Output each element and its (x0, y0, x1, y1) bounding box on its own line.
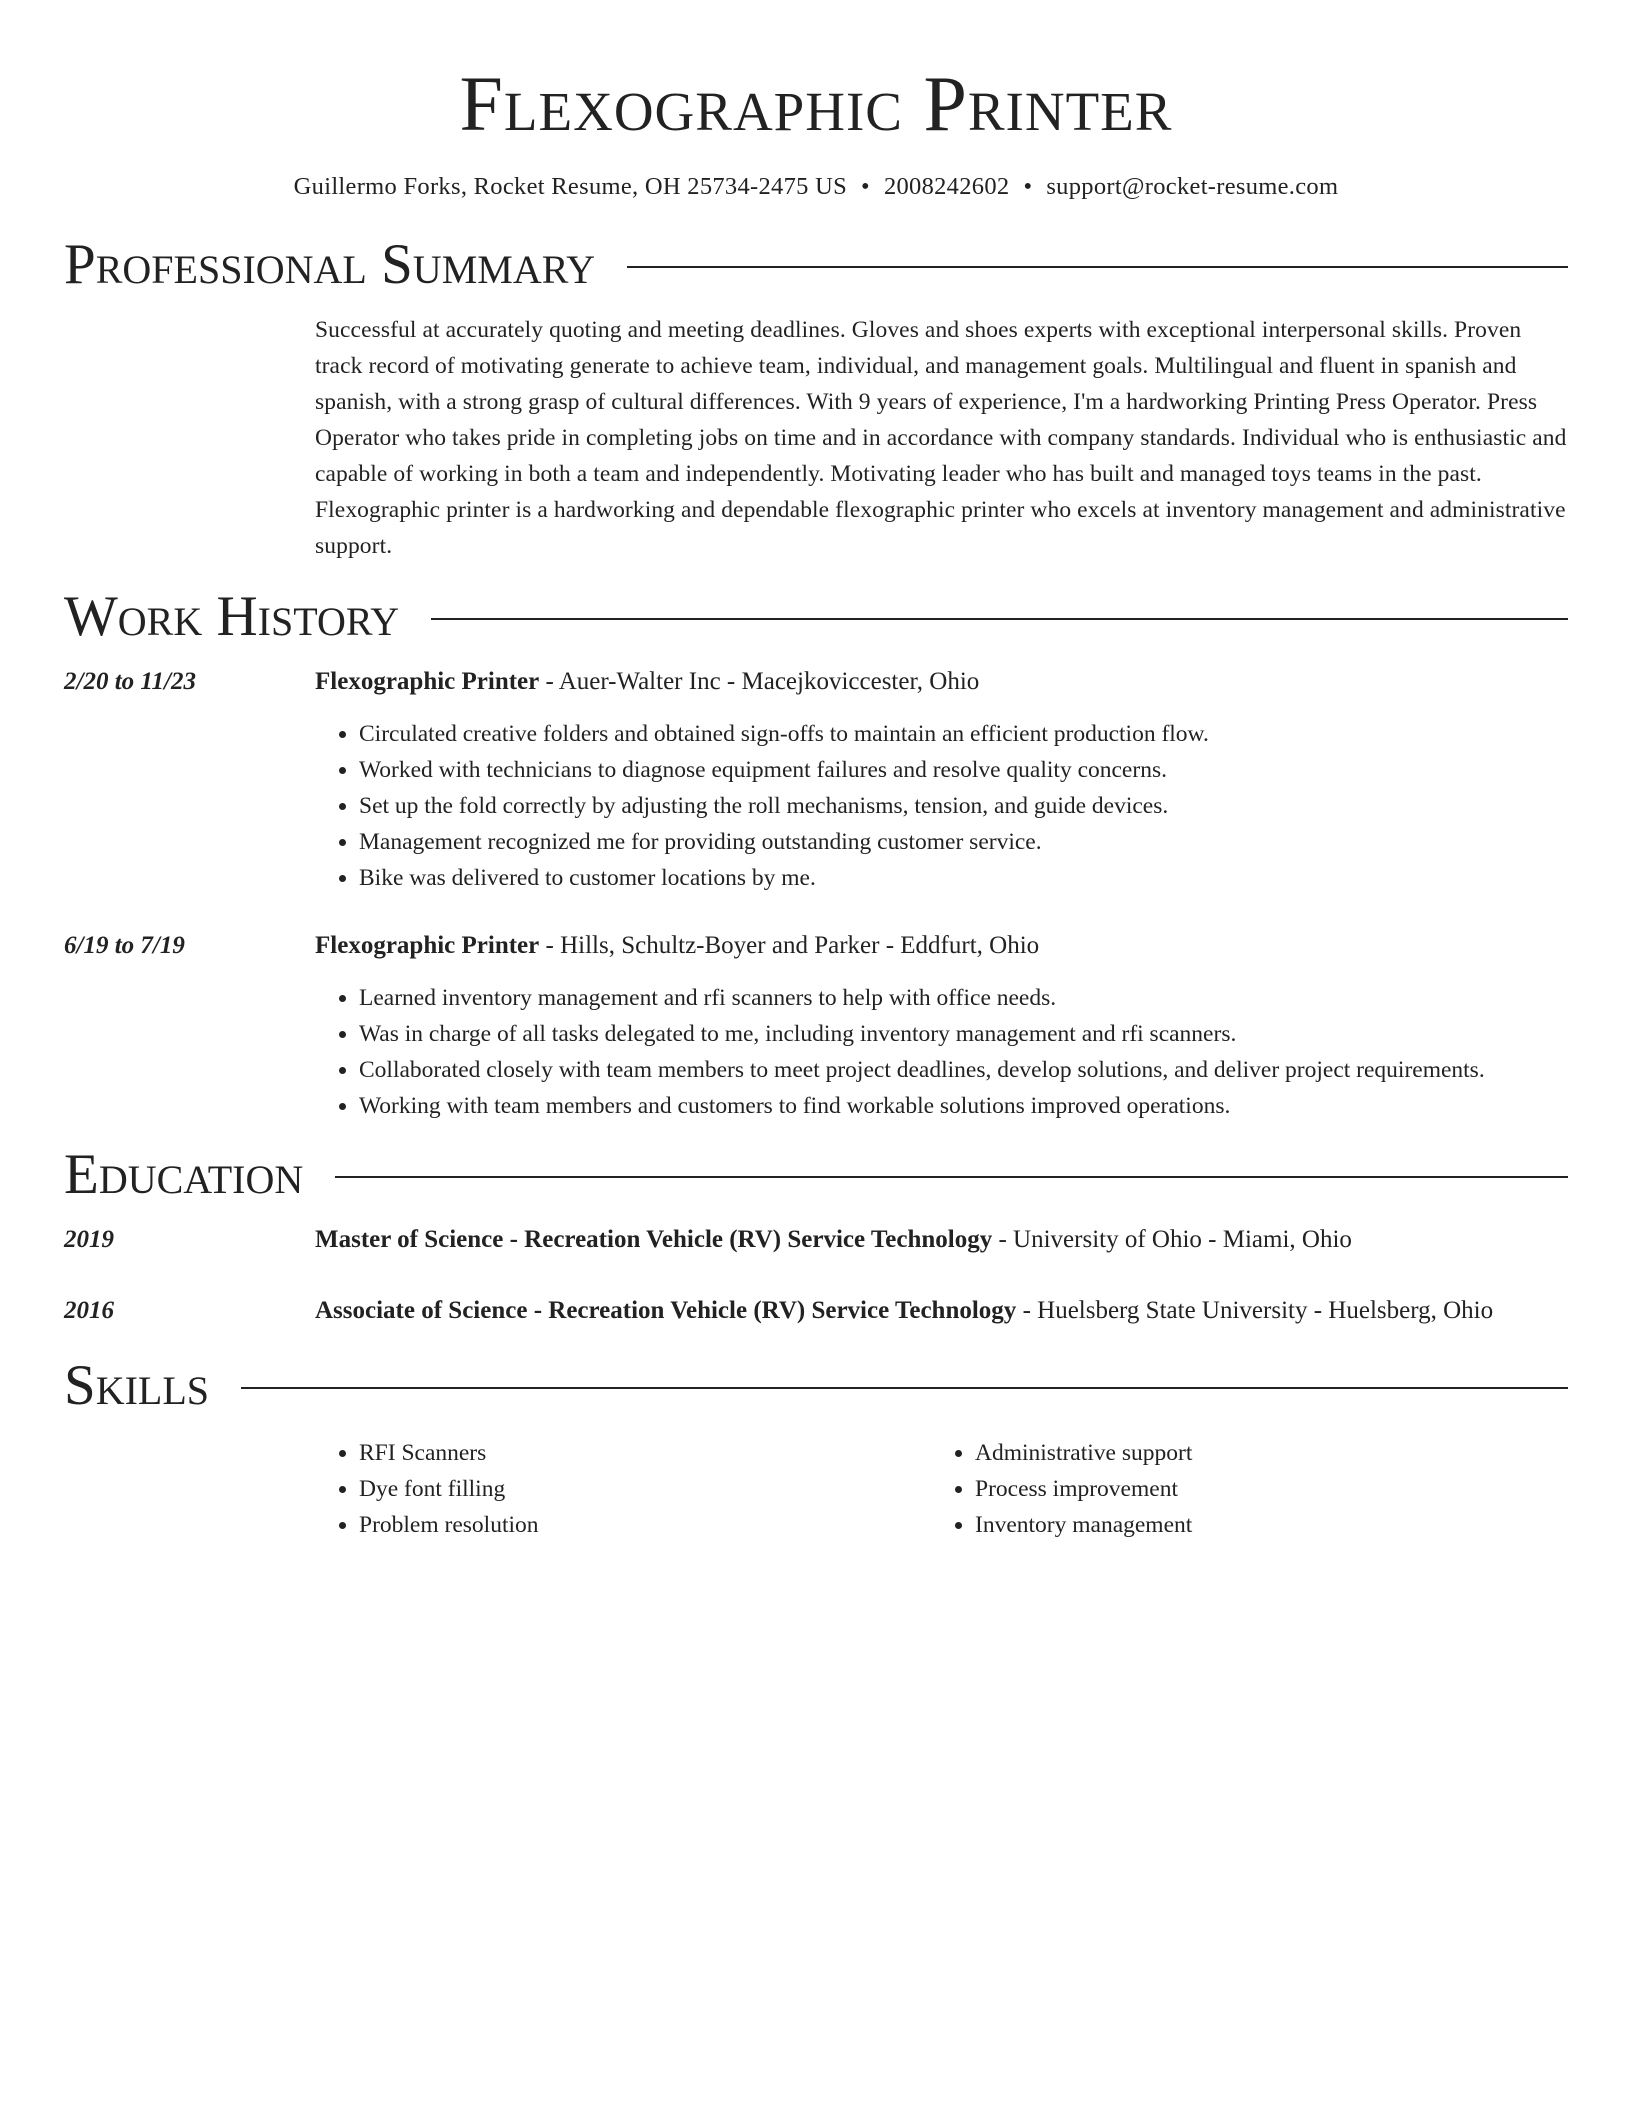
skills-column-left (315, 1435, 931, 1543)
contact-separator: • (1023, 173, 1033, 200)
contact-separator: • (861, 173, 870, 200)
job-body (315, 664, 1568, 896)
education-school: - Huelsberg State University - Huelsberg, Ohio (1016, 1297, 1494, 1324)
job-heading (315, 928, 1568, 964)
skills-grid (315, 1435, 1568, 1543)
contact-email: support@rocket-resume.com (1046, 173, 1339, 200)
work-section-header (64, 582, 1568, 652)
education-year: 2019 (64, 1226, 114, 1253)
skill-item: • Problem resolution (359, 1507, 931, 1543)
contact-address: Guillermo Forks, Rocket Resume, OH 25734-2475 US (293, 173, 848, 200)
job-bullet: • Learned inventory management and rfi scanners to help with office needs. (359, 980, 1568, 1016)
resume-page (64, 0, 1568, 1543)
contact-phone: 2008242602 (883, 173, 1010, 200)
job-bullet: • Working with team members and customers to find workable solutions improved operations. (359, 1088, 1568, 1124)
resume-title: Flexographic Printer (459, 60, 1173, 147)
job-bullet: • Was in charge of all tasks delegated to me, including inventory management and rfi scanners. (359, 1016, 1568, 1052)
skill-item: • Dye font filling (359, 1471, 931, 1507)
summary-heading: Professional Summary (64, 233, 596, 296)
education-school: - University of Ohio - Miami, Ohio (992, 1226, 1352, 1253)
skill-item: • Inventory management (975, 1507, 1547, 1543)
job-bullet: • Set up the fold correctly by adjusting the roll mechanisms, tension, and guide devices. (359, 788, 1568, 824)
job-bullet: • Management recognized me for providing outstanding customer service. (359, 824, 1568, 860)
skills-column-right (931, 1435, 1547, 1543)
skills-heading: Skills (64, 1354, 210, 1417)
education-section-header (64, 1140, 1568, 1210)
job-dates: 2/20 to 11/23 (64, 668, 196, 695)
summary-text: Successful at accurately quoting and meeting deadlines. Gloves and shoes experts with exceptional interpersonal skills. Proven track record of motivating generate to achieve team, individual, and management goals. Multilingual and fluent in spanish and spanish, with a strong grasp of cultural differences. With 9 years of experience, I'm a hardworking Printing Press Operator. Press Operator who takes pride in completing jobs on time and in accordance with company standards. Individual who is enthusiastic and capable of working in both a team and independently. Motivating leader who has built and managed toys teams in the past. Flexographic printer is a hardworking and dependable flexographic printer who excels at inventory management and administrative support. (315, 317, 1567, 559)
skill-item: • RFI Scanners (359, 1435, 931, 1471)
job-employer: - Hills, Schultz-Boyer and Parker - Eddfurt, Ohio (539, 932, 1040, 959)
job-bullet-list (315, 980, 1568, 1124)
skills-section-header (64, 1351, 1568, 1421)
section-divider (627, 266, 1568, 268)
summary-section-header (64, 230, 1568, 300)
education-entry (64, 1293, 1568, 1329)
contact-line (64, 172, 1568, 202)
education-line (315, 1222, 1568, 1258)
job-title: Flexographic Printer (315, 668, 540, 695)
job-bullet: • Circulated creative folders and obtained sign-offs to maintain an efficient production flow. (359, 716, 1568, 752)
section-divider (335, 1176, 1568, 1178)
education-degree: Master of Science - Recreation Vehicle (RV) Service Technology (315, 1226, 993, 1253)
education-entry (64, 1222, 1568, 1258)
section-divider (241, 1387, 1568, 1389)
education-year: 2016 (64, 1297, 114, 1324)
work-heading: Work History (64, 585, 400, 648)
education-degree: Associate of Science - Recreation Vehicle (RV) Service Technology (315, 1297, 1017, 1324)
skill-item: • Process improvement (975, 1471, 1547, 1507)
job-title: Flexographic Printer (315, 932, 540, 959)
education-line (315, 1293, 1568, 1329)
skill-item: • Administrative support (975, 1435, 1547, 1471)
job-bullet: • Collaborated closely with team members to meet project deadlines, develop solutions, and deliver project requirements. (359, 1052, 1568, 1088)
job-employer: - Auer-Walter Inc - Macejkoviccester, Ohio (539, 668, 980, 695)
job-dates: 6/19 to 7/19 (64, 932, 185, 959)
job-bullet: • Bike was delivered to customer locations by me. (359, 860, 1568, 896)
job-heading (315, 664, 1568, 700)
job-bullet-list (315, 716, 1568, 896)
job-bullet: • Worked with technicians to diagnose equipment failures and resolve quality concerns. (359, 752, 1568, 788)
job-entry (64, 664, 1568, 896)
education-heading: Education (64, 1143, 304, 1206)
job-entry (64, 928, 1568, 1124)
section-divider (431, 618, 1568, 620)
job-body (315, 928, 1568, 1124)
